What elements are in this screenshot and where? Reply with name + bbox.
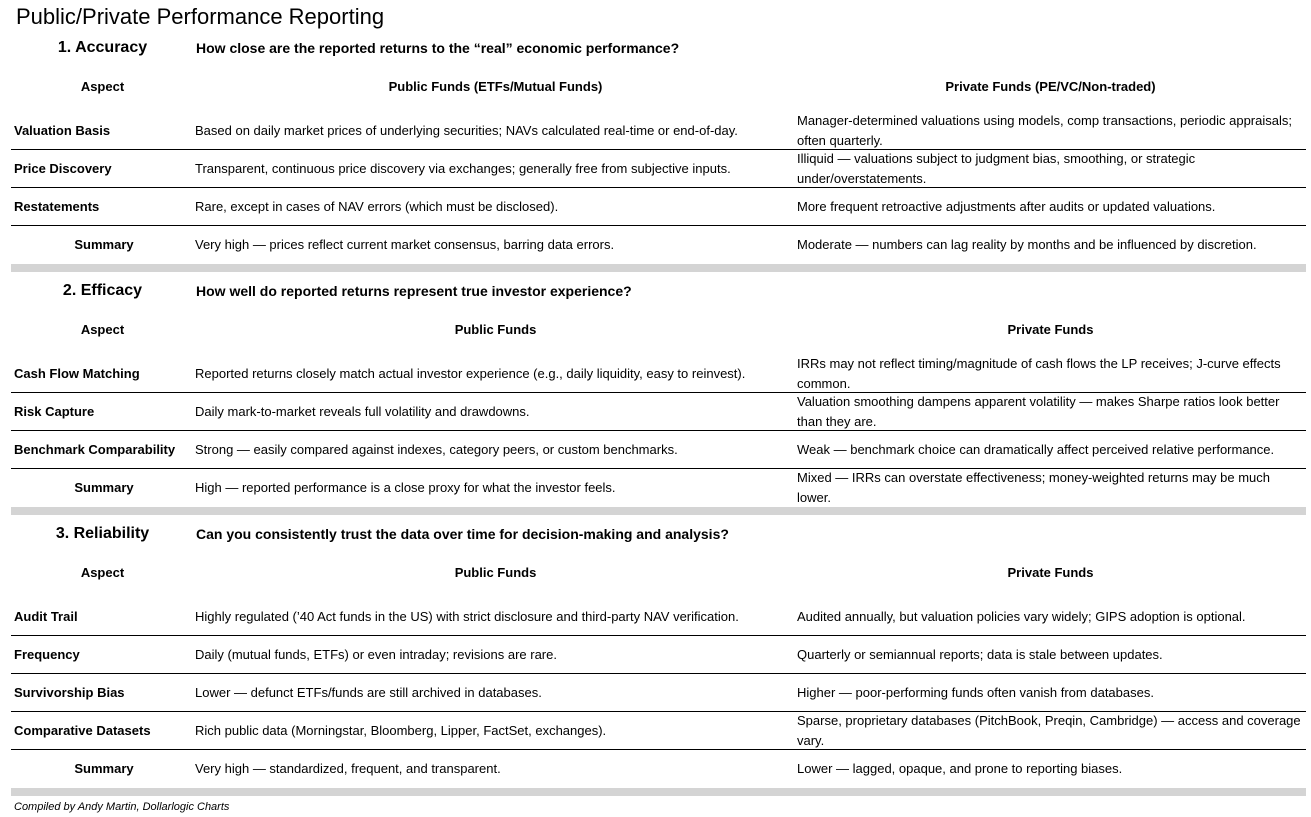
table-row — [11, 712, 1306, 750]
private-summary-cell: Mixed — IRRs can overstate effectiveness; money-weighted returns may be much lower. — [797, 470, 1271, 505]
summary-row — [11, 469, 1306, 507]
private-cell: Quarterly or semiannual reports; data is stale between updates. — [797, 646, 1163, 662]
public-column-header: Public Funds — [454, 565, 537, 580]
summary-row — [11, 750, 1306, 788]
private-cell: IRRs may not reflect timing/magnitude of cash flows the LP receives; J-curve effects common. — [797, 355, 1281, 391]
aspect-cell: Audit Trail — [14, 608, 78, 624]
section-efficacy — [11, 281, 1306, 515]
public-cell: Strong — easily compared against indexes, category peers, or custom benchmarks. — [195, 441, 678, 457]
table-row — [11, 112, 1306, 150]
footer-credit: Compiled by Andy Martin, Dollarlogic Charts — [14, 801, 230, 813]
aspect-cell: Cash Flow Matching — [14, 365, 140, 381]
aspect-cell: Comparative Datasets — [14, 722, 151, 738]
column-headers — [11, 321, 1306, 355]
private-column-header: Private Funds — [1007, 565, 1094, 580]
page-title: Public/Private Performance Reporting — [16, 4, 385, 29]
private-cell: Valuation smoothing dampens apparent volatility — makes Sharpe ratios look better than they are. — [797, 393, 1280, 429]
section-header — [11, 38, 1306, 78]
aspect-column-header: Aspect — [80, 322, 125, 337]
public-cell: Highly regulated (’40 Act funds in the US) with strict disclosure and third-party NAV verification. — [195, 608, 739, 624]
section-header — [11, 281, 1306, 321]
section-title: 2. Efficacy — [62, 282, 143, 299]
aspect-cell: Frequency — [14, 646, 80, 662]
table-row — [11, 636, 1306, 674]
section-question: How well do reported returns represent true investor experience? — [196, 283, 632, 299]
section-divider — [11, 507, 1306, 515]
section-header — [11, 524, 1306, 564]
private-cell: Audited annually, but valuation policies vary widely; GIPS adoption is optional. — [797, 608, 1246, 624]
table-row — [11, 188, 1306, 226]
table-row — [11, 150, 1306, 188]
aspect-cell: Valuation Basis — [14, 122, 111, 138]
summary-row — [11, 226, 1306, 264]
section-question: How close are the reported returns to the “real” economic performance? — [196, 40, 680, 56]
public-cell: Based on daily market prices of underlying securities; NAVs calculated real-time or end-of-day. — [195, 122, 738, 138]
table-row — [11, 598, 1306, 636]
aspect-column-header: Aspect — [80, 79, 125, 94]
column-headers — [11, 564, 1306, 598]
table-row — [11, 393, 1306, 431]
private-cell: Illiquid — valuations subject to judgment bias, smoothing, or strategic under/overstatements. — [797, 150, 1196, 186]
public-summary-cell: Very high — prices reflect current market consensus, barring data errors. — [195, 237, 615, 252]
aspect-cell: Survivorship Bias — [14, 684, 125, 700]
public-summary-cell: Very high — standardized, frequent, and transparent. — [195, 761, 501, 776]
section-divider — [11, 788, 1306, 796]
private-cell: Manager-determined valuations using models, comp transactions, periodic appraisals; often quarterly. — [797, 112, 1292, 148]
public-cell: Daily mark-to-market reveals full volatility and drawdowns. — [195, 403, 530, 419]
private-summary-cell: Moderate — numbers can lag reality by months and be influenced by discretion. — [797, 237, 1257, 252]
section-title: 1. Accuracy — [57, 39, 148, 56]
public-cell: Lower — defunct ETFs/funds are still archived in databases. — [195, 684, 542, 700]
public-cell: Daily (mutual funds, ETFs) or even intraday; revisions are rare. — [195, 646, 557, 662]
private-cell: More frequent retroactive adjustments after audits or updated valuations. — [797, 198, 1216, 214]
section-accuracy — [11, 38, 1306, 272]
section-question: Can you consistently trust the data over time for decision-making and analysis? — [196, 526, 729, 542]
column-headers — [11, 78, 1306, 112]
public-summary-cell: High — reported performance is a close proxy for what the investor feels. — [195, 480, 616, 495]
aspect-column-header: Aspect — [80, 565, 125, 580]
public-cell: Rare, except in cases of NAV errors (which must be disclosed). — [195, 198, 559, 214]
table-row — [11, 674, 1306, 712]
private-summary-cell: Lower — lagged, opaque, and prone to reporting biases. — [797, 761, 1123, 776]
private-column-header: Private Funds — [1007, 322, 1094, 337]
public-cell: Reported returns closely match actual investor experience (e.g., daily liquidity, easy to reinvest). — [195, 365, 746, 381]
aspect-cell: Price Discovery — [14, 160, 112, 176]
table-row — [11, 431, 1306, 469]
aspect-cell: Restatements — [14, 198, 100, 214]
private-cell: Sparse, proprietary databases (PitchBook, Preqin, Cambridge) — access and coverage vary. — [797, 712, 1301, 748]
summary-label: Summary — [74, 237, 134, 252]
section-title: 3. Reliability — [55, 525, 150, 542]
public-cell: Rich public data (Morningstar, Bloomberg, Lipper, FactSet, exchanges). — [195, 722, 607, 738]
public-column-header: Public Funds (ETFs/Mutual Funds) — [388, 79, 603, 94]
aspect-cell: Benchmark Comparability — [14, 441, 176, 457]
section-reliability — [11, 524, 1306, 796]
table-row — [11, 355, 1306, 393]
public-cell: Transparent, continuous price discovery via exchanges; generally free from subjective inputs. — [195, 160, 731, 176]
summary-label: Summary — [74, 480, 134, 495]
private-cell: Higher — poor-performing funds often vanish from databases. — [797, 684, 1154, 700]
section-divider — [11, 264, 1306, 272]
summary-label: Summary — [74, 761, 134, 776]
private-cell: Weak — benchmark choice can dramatically affect perceived relative performance. — [797, 441, 1275, 457]
aspect-cell: Risk Capture — [14, 403, 95, 419]
private-column-header: Private Funds (PE/VC/Non-traded) — [945, 79, 1156, 94]
public-column-header: Public Funds — [454, 322, 537, 337]
